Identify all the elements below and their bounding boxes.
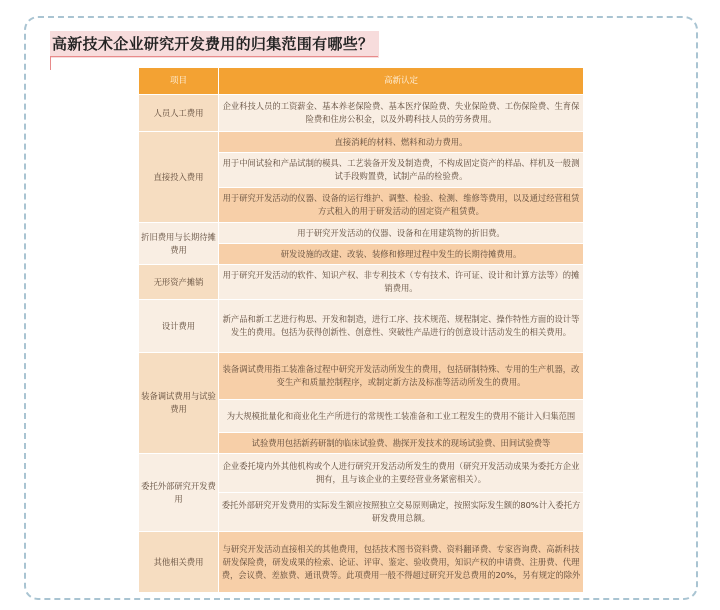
category-cell: 人员人工费用 (139, 95, 219, 132)
detail-cell: 委托外部研究开发费用的实际发生额应按照独立交易原则确定，按照实际发生额的80%计入委托方研发费用总额。 (219, 493, 584, 532)
category-cell: 无形资产摊销 (139, 265, 219, 300)
table-row (139, 265, 584, 300)
detail-cell: 为大规模批量化和商业化生产所进行的常规性工装准备和工业工程发生的费用不能计入归集范围 (219, 400, 584, 433)
expense-table (138, 67, 584, 593)
category-cell: 其他相关费用 (139, 532, 219, 593)
table-row (139, 300, 584, 353)
detail-cell: 用于研究开发活动的仪器、设备的运行维护、调整、检验、检测、维修等费用，以及通过经营租赁方式租入的用于研发活动的固定资产租赁费。 (219, 188, 584, 223)
header-criteria: 高新认定 (219, 68, 584, 95)
table-row (139, 532, 584, 593)
table-row (139, 132, 584, 153)
title-underline (50, 56, 378, 57)
category-cell: 折旧费用与长期待摊费用 (139, 223, 219, 265)
detail-cell: 研发设施的改建、改装、装修和修理过程中发生的长期待摊费用。 (219, 244, 584, 265)
table-header-row (139, 68, 584, 95)
detail-cell: 用于研究开发活动的软件、知识产权、非专利技术（专有技术、许可证、设计和计算方法等）的摊销费用。 (219, 265, 584, 300)
detail-cell: 企业委托境内外其他机构或个人进行研究开发活动所发生的费用（研究开发活动成果为委托方企业拥有，且与该企业的主要经营业务紧密相关）。 (219, 454, 584, 493)
category-cell: 设计费用 (139, 300, 219, 353)
table-row (139, 223, 584, 244)
detail-cell: 装备调试费用指工装准备过程中研究开发活动所发生的费用，包括研制特殊、专用的生产机器，改变生产和质量控制程序，或制定新方法及标准等活动所发生的费用。 (219, 353, 584, 400)
title-tick (50, 56, 51, 70)
page-title: 高新技术企业研究开发费用的归集范围有哪些？ (50, 31, 379, 58)
table-row (139, 95, 584, 132)
detail-cell: 与研究开发活动直接相关的其他费用，包括技术图书资料费、资料翻译费、专家咨询费、高新科技研发保险费，研发成果的检索、论证、评审、鉴定、验收费用，知识产权的申请费、注册费、代理费，会议费、差旅费、通讯费等。此项费用一般不得超过研究开发总费用的20%，另有规定的除外 (219, 532, 584, 593)
category-cell: 装备调试费用与试验费用 (139, 353, 219, 454)
detail-cell: 直接消耗的材料、燃料和动力费用。 (219, 132, 584, 153)
detail-cell: 新产品和新工艺进行构思、开发和制造，进行工序、技术规范、规程制定、操作特性方面的设计等发生的费用。包括为获得创新性、创意性、突破性产品进行的创意设计活动发生的相关费用。 (219, 300, 584, 353)
header-item: 项目 (139, 68, 219, 95)
category-cell: 直接投入费用 (139, 132, 219, 223)
detail-cell: 用于研究开发活动的仪器、设备和在用建筑物的折旧费。 (219, 223, 584, 244)
title-block (50, 31, 379, 58)
detail-cell: 企业科技人员的工资薪金、基本养老保险费、基本医疗保险费、失业保险费、工伤保险费、生育保险费和住房公积金，以及外聘科技人员的劳务费用。 (219, 95, 584, 132)
detail-cell: 试验费用包括新药研制的临床试验费、勘探开发技术的现场试验费、田间试验费等 (219, 433, 584, 454)
table-row (139, 454, 584, 493)
category-cell: 委托外部研究开发费用 (139, 454, 219, 532)
detail-cell: 用于中间试验和产品试制的模具、工艺装备开发及制造费，不构成固定资产的样品、样机及一般测试手段购置费，试制产品的检验费。 (219, 153, 584, 188)
table-row (139, 353, 584, 400)
